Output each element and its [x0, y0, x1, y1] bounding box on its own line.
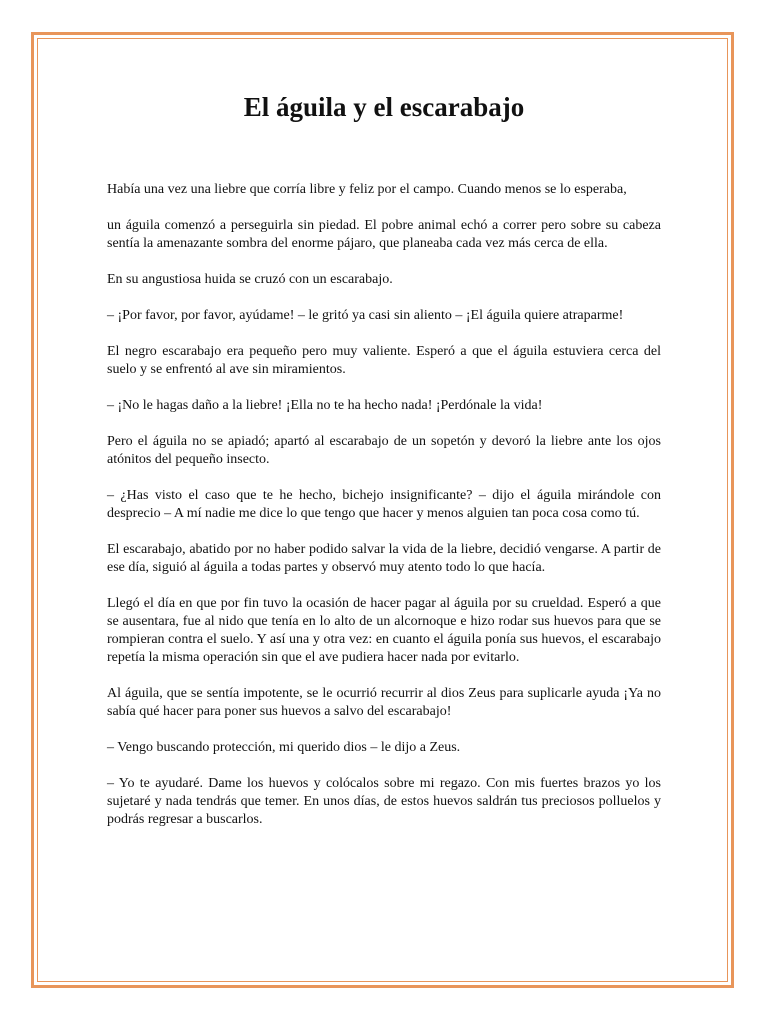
paragraph: – ¿Has visto el caso que te he hecho, bichejo insignificante? – dijo el águila mirándole con desprecio – A mí nadie me dice lo que tengo que hacer y menos alguien tan poca cosa como tú. [107, 488, 661, 521]
document-body [107, 181, 661, 847]
paragraph: Llegó el día en que por fin tuvo la ocasión de hacer pagar al águila por su crueldad. Esperó a que se ausentara, fue al nido que tenía en lo alto de un alcornoque e hizo rodar sus huevos para que se rompieran contra el suelo. Y así una y otra vez: en cuanto el águila ponía sus huevos, el escarabajo repetía la misma operación sin que el ave pudiera hacer nada por evitarlo. [107, 596, 661, 665]
paragraph: – ¡Por favor, por favor, ayúdame! – le gritó ya casi sin aliento – ¡El águila quiere atraparme! [107, 308, 624, 323]
paragraph: un águila comenzó a perseguirla sin piedad. El pobre animal echó a correr pero sobre su cabeza sentía la amenazante sombra del enorme pájaro, que planeaba cada vez más cerca de ella. [107, 218, 661, 251]
paragraph: El negro escarabajo era pequeño pero muy valiente. Esperó a que el águila estuviera cerca del suelo y se enfrentó al ave sin miramientos. [107, 344, 661, 377]
paragraph: Pero el águila no se apiadó; apartó al escarabajo de un sopetón y devoró la liebre ante los ojos atónitos del pequeño insecto. [107, 434, 661, 467]
paragraph: – Yo te ayudaré. Dame los huevos y colócalos sobre mi regazo. Con mis fuertes brazos yo los sujetaré y nada tendrás que temer. En unos días, de estos huevos saldrán tus preciosos polluelos y podrás regresar a buscarlos. [107, 776, 661, 827]
document-title: El águila y el escarabajo [243, 92, 525, 122]
paragraph: – ¡No le hagas daño a la liebre! ¡Ella no te ha hecho nada! ¡Perdónale la vida! [107, 398, 543, 413]
paragraph: – Vengo buscando protección, mi querido dios – le dijo a Zeus. [107, 740, 461, 755]
paragraph: Al águila, que se sentía impotente, se le ocurrió recurrir al dios Zeus para suplicarle ayuda ¡Ya no sabía qué hacer para poner sus huevos a salvo del escarabajo! [107, 686, 661, 719]
paragraph: Había una vez una liebre que corría libre y feliz por el campo. Cuando menos se lo esperaba, [107, 182, 627, 197]
paragraph: El escarabajo, abatido por no haber podido salvar la vida de la liebre, decidió vengarse. A partir de ese día, siguió al águila a todas partes y observó muy atento todo lo que hacía. [107, 542, 661, 575]
paragraph: En su angustiosa huida se cruzó con un escarabajo. [107, 272, 393, 287]
